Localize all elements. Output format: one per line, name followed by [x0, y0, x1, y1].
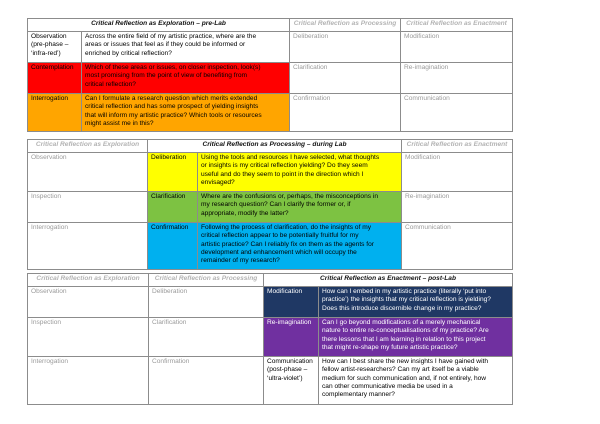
- stage-label-deliberation: Deliberation: [148, 153, 198, 192]
- stage-communication: Communication: [402, 223, 513, 270]
- table-row: [28, 94, 513, 132]
- stage-clarification: Clarification: [290, 63, 401, 94]
- stage-modification: Modification: [401, 32, 513, 63]
- stage-label-observation: Observation (pre-phase – ‘infra-red’): [28, 32, 82, 63]
- stage-inspection: Inspection: [28, 192, 148, 223]
- stage-communication: Communication: [401, 94, 513, 132]
- stage-question-communication: How can I best share the new insights I have gained with fellow artist-researchers? Can my art itself be a viable medium for such communication and, if not entirely, how can other communicative media be used in a complementary manner?: [319, 357, 513, 405]
- table-row: [28, 223, 513, 270]
- stage-question-re-imagination: Can I go beyond modifications of a merely mechanical nature to entire re-conceptualisations of my practice? Are there lessons that I am learning in relation to this project that might re-shape my future artistic practice?: [319, 318, 513, 357]
- stage-question-confirmation: Following the process of clarification, do the insights of my critical reflection appear to be potentially fruitful for my artistic practice? Can I reliably fix on them as the agents for development and enhancement which will occupy the remainder of my research?: [198, 223, 402, 270]
- table-row: [28, 357, 513, 405]
- stage-label-communication: Communication (post-phase – ‘ultra-violet’): [264, 357, 319, 405]
- table-row: [28, 318, 513, 357]
- stage-observation: Observation: [28, 153, 148, 192]
- table-row: [28, 287, 513, 318]
- table-row: [28, 32, 513, 63]
- stage-label-confirmation: Confirmation: [148, 223, 198, 270]
- stage-question-interrogation: Can I formulate a research question which merits extended critical reflection and has some prospect of yielding insights that will inform my artistic practice? Which tools or resources might assist me in this?: [82, 94, 290, 132]
- stage-question-deliberation: Using the tools and resources I have selected, what thoughts or insights is my critical reflection yielding? Do they seem useful and do they seem to point in the direction which I envisaged?: [198, 153, 402, 192]
- processing-table: [27, 139, 513, 270]
- column-header-exploration: Critical Reflection as Exploration: [28, 274, 149, 287]
- stage-label-clarification: Clarification: [148, 192, 198, 223]
- stage-observation: Observation: [28, 287, 149, 318]
- stage-confirmation: Confirmation: [290, 94, 401, 132]
- exploration-table: [27, 18, 513, 132]
- stage-label-re-imagination: Re-imagination: [264, 318, 319, 357]
- column-header-processing: Critical Reflection as Processing: [290, 19, 401, 32]
- column-header-enactment: Critical Reflection as Enactment: [401, 19, 513, 32]
- stage-question-contemplation: Which of these areas or issues, on closer inspection, look(s) most promising from the point of view of benefiting from critical reflection?: [82, 63, 290, 94]
- stage-label-contemplation: Contemplation: [28, 63, 82, 94]
- column-header-processing: Critical Reflection as Processing: [149, 274, 264, 287]
- column-header-exploration: Critical Reflection as Exploration – pre-Lab: [28, 19, 290, 32]
- stage-label-interrogation: Interrogation: [28, 94, 82, 132]
- stage-interrogation: Interrogation: [28, 223, 148, 270]
- stage-confirmation: Confirmation: [149, 357, 264, 405]
- column-header-processing: Critical Reflection as Processing – during Lab: [148, 140, 402, 153]
- table-row: [28, 63, 513, 94]
- stage-inspection: Inspection: [28, 318, 149, 357]
- stage-deliberation: Deliberation: [149, 287, 264, 318]
- stage-clarification: Clarification: [149, 318, 264, 357]
- stage-question-observation: Across the entire field of my artistic practice, where are the areas or issues that feel as if they could be informed or enriched by critical reflection?: [82, 32, 290, 63]
- column-header-exploration: Critical Reflection as Exploration: [28, 140, 148, 153]
- column-header-enactment: Critical Reflection as Enactment: [402, 140, 513, 153]
- stage-deliberation: Deliberation: [290, 32, 401, 63]
- table-header-row: [28, 140, 513, 153]
- table-row: [28, 192, 513, 223]
- stage-re-imagination: Re-imagination: [401, 63, 513, 94]
- table-header-row: [28, 19, 513, 32]
- column-header-enactment: Critical Reflection as Enactment – post-Lab: [264, 274, 513, 287]
- stage-question-clarification: Where are the confusions or, perhaps, the misconceptions in my research question? Can I clarify the former or, if appropriate, modify the latter?: [198, 192, 402, 223]
- stage-modification: Modification: [402, 153, 513, 192]
- enactment-table: [27, 273, 513, 405]
- stage-interrogation: Interrogation: [28, 357, 149, 405]
- stage-re-imagination: Re-imagination: [402, 192, 513, 223]
- table-header-row: [28, 274, 513, 287]
- stage-label-modification: Modification: [264, 287, 319, 318]
- stage-question-modification: How can I embed in my artistic practice (literally ‘put into practice’) the insights that my critical reflection is yielding? Does this introduce discernible change in my practice?: [319, 287, 513, 318]
- table-row: [28, 153, 513, 192]
